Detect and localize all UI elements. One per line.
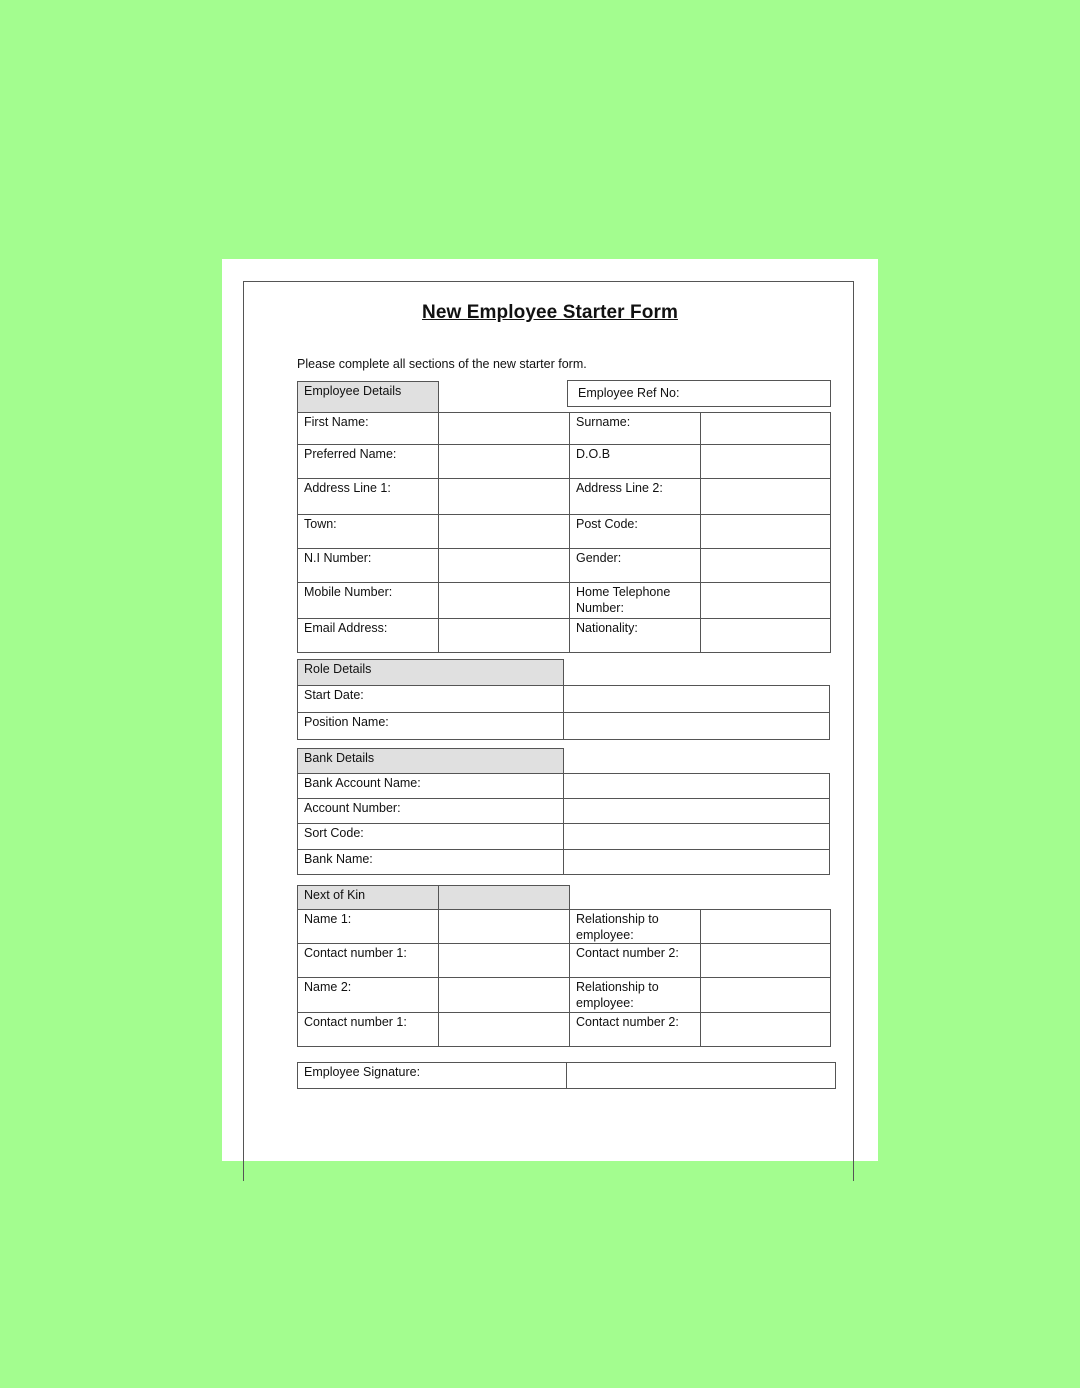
form-instructions: Please complete all sections of the new starter form. bbox=[297, 357, 587, 371]
bank-account-name-label: Bank Account Name: bbox=[297, 773, 564, 799]
kin-relationship-1-input[interactable] bbox=[700, 909, 831, 944]
sort-code-input[interactable] bbox=[563, 823, 830, 850]
kin-contact-2a-input[interactable] bbox=[700, 943, 831, 978]
surname-label: Surname: bbox=[569, 412, 701, 445]
kin-name-1-label: Name 1: bbox=[297, 909, 439, 944]
town-input[interactable] bbox=[438, 514, 570, 549]
kin-contact-1a-label: Contact number 1: bbox=[297, 943, 439, 978]
email-address-label: Email Address: bbox=[297, 618, 439, 653]
next-of-kin-header-blank bbox=[438, 885, 570, 910]
kin-name-2-label: Name 2: bbox=[297, 977, 439, 1013]
kin-contact-1b-input[interactable] bbox=[438, 1012, 570, 1047]
first-name-label: First Name: bbox=[297, 412, 439, 445]
start-date-label: Start Date: bbox=[297, 685, 564, 713]
employee-details-header: Employee Details bbox=[297, 381, 439, 413]
kin-name-2-input[interactable] bbox=[438, 977, 570, 1013]
nationality-label: Nationality: bbox=[569, 618, 701, 653]
gender-label: Gender: bbox=[569, 548, 701, 583]
address-line-2-label: Address Line 2: bbox=[569, 478, 701, 515]
kin-name-1-input[interactable] bbox=[438, 909, 570, 944]
post-code-label: Post Code: bbox=[569, 514, 701, 549]
bank-account-name-input[interactable] bbox=[563, 773, 830, 799]
next-of-kin-header: Next of Kin bbox=[297, 885, 439, 910]
employee-ref-field[interactable]: Employee Ref No: bbox=[567, 380, 831, 407]
home-telephone-label: Home Telephone Number: bbox=[569, 582, 701, 619]
mobile-number-input[interactable] bbox=[438, 582, 570, 619]
email-address-input[interactable] bbox=[438, 618, 570, 653]
address-line-2-input[interactable] bbox=[700, 478, 831, 515]
kin-relationship-2-input[interactable] bbox=[700, 977, 831, 1013]
employee-signature-input[interactable] bbox=[566, 1062, 836, 1089]
position-name-input[interactable] bbox=[563, 712, 830, 740]
mobile-number-label: Mobile Number: bbox=[297, 582, 439, 619]
surname-input[interactable] bbox=[700, 412, 831, 445]
address-line-1-input[interactable] bbox=[438, 478, 570, 515]
ni-number-label: N.I Number: bbox=[297, 548, 439, 583]
position-name-label: Position Name: bbox=[297, 712, 564, 740]
home-telephone-input[interactable] bbox=[700, 582, 831, 619]
post-code-input[interactable] bbox=[700, 514, 831, 549]
form-title: New Employee Starter Form bbox=[422, 302, 678, 323]
account-number-label: Account Number: bbox=[297, 798, 564, 824]
address-line-1-label: Address Line 1: bbox=[297, 478, 439, 515]
ni-number-input[interactable] bbox=[438, 548, 570, 583]
dob-input[interactable] bbox=[700, 444, 831, 479]
bank-details-header: Bank Details bbox=[297, 748, 564, 774]
start-date-input[interactable] bbox=[563, 685, 830, 713]
preferred-name-label: Preferred Name: bbox=[297, 444, 439, 479]
account-number-input[interactable] bbox=[563, 798, 830, 824]
gender-input[interactable] bbox=[700, 548, 831, 583]
bank-name-input[interactable] bbox=[563, 849, 830, 875]
role-details-header: Role Details bbox=[297, 659, 564, 686]
sort-code-label: Sort Code: bbox=[297, 823, 564, 850]
nationality-input[interactable] bbox=[700, 618, 831, 653]
employee-signature-label: Employee Signature: bbox=[297, 1062, 567, 1089]
first-name-input[interactable] bbox=[438, 412, 570, 445]
dob-label: D.O.B bbox=[569, 444, 701, 479]
kin-contact-2b-label: Contact number 2: bbox=[569, 1012, 701, 1047]
preferred-name-input[interactable] bbox=[438, 444, 570, 479]
kin-contact-1b-label: Contact number 1: bbox=[297, 1012, 439, 1047]
kin-contact-2a-label: Contact number 2: bbox=[569, 943, 701, 978]
kin-contact-1a-input[interactable] bbox=[438, 943, 570, 978]
kin-relationship-1-label: Relationship to employee: bbox=[569, 909, 701, 944]
bank-name-label: Bank Name: bbox=[297, 849, 564, 875]
kin-relationship-2-label: Relationship to employee: bbox=[569, 977, 701, 1013]
town-label: Town: bbox=[297, 514, 439, 549]
kin-contact-2b-input[interactable] bbox=[700, 1012, 831, 1047]
